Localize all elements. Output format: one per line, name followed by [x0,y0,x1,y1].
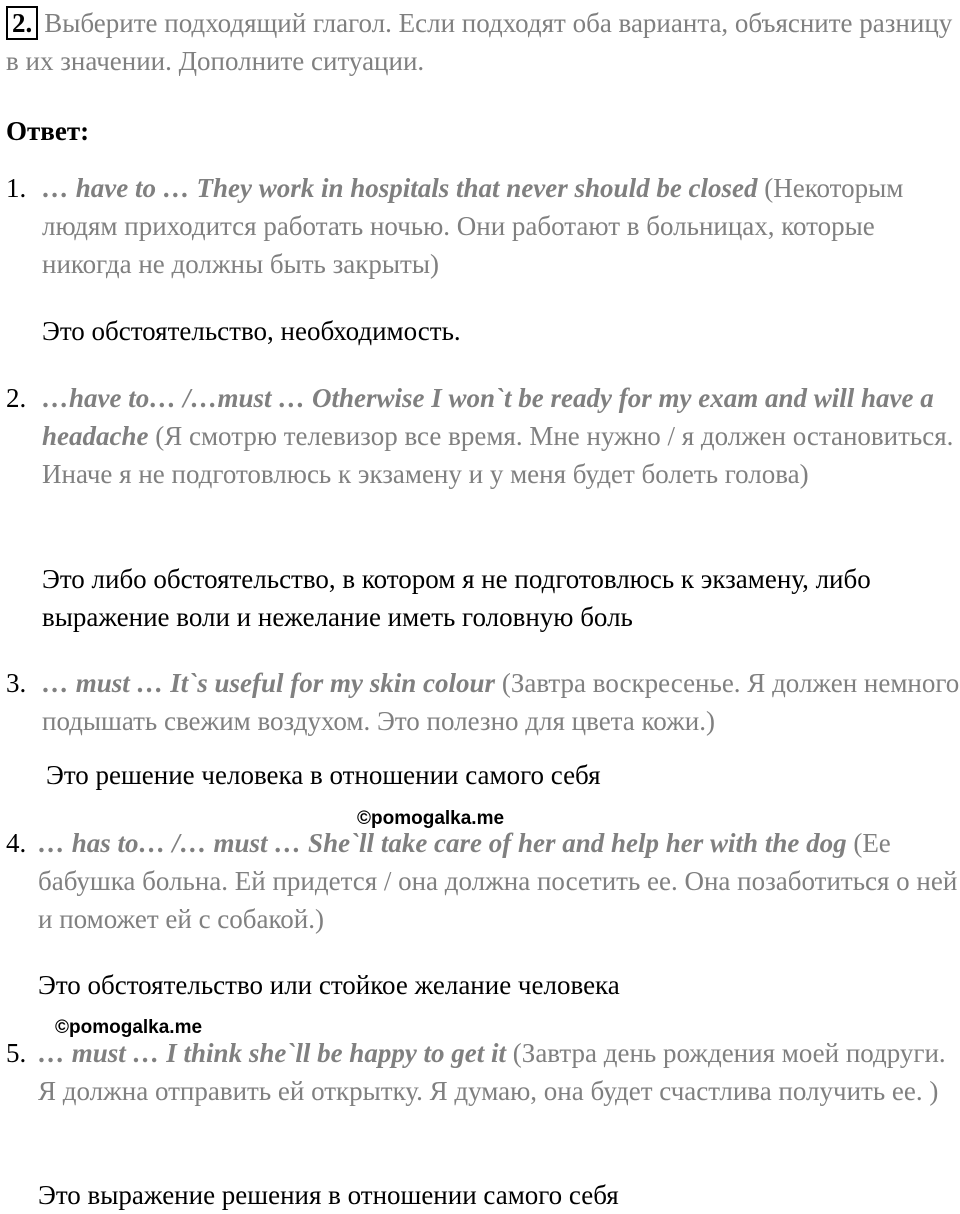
item-note: Это обстоятельство или стойкое желание человека [38,970,620,1000]
task-text: Выберите подходящий глагол. Если подходят оба варианта, объясните разницу в их значении. Дополните ситуации. [6,8,953,76]
item-english: … must … It`s useful for my skin colour [42,668,496,698]
item-english: … have to … They work in hospitals that never should be closed [42,173,758,203]
item-number: 4. [6,828,27,858]
item-number: 5. [6,1038,27,1068]
item-russian: (Некоторым людям приходится работать ночью. Они работают в больницах, которые никогда не должны быть закрыты) [42,173,904,279]
item-russian: (Ее бабушка больна. Ей придется / она должна посетить ее. Она позаботиться о ней и поможет ей с собакой.) [38,828,958,934]
answer-label: Ответ: [6,116,90,146]
item-russian: (Завтра день рождения моей подруги. Я должна отправить ей открытку. Я думаю, она будет счастлива получить ее. ) [38,1038,946,1106]
item-number: 3. [6,668,27,698]
list-item [38,1034,960,1110]
item-english: …have to… /…must … Otherwise I won`t be ready for my exam and will have a headache [42,383,934,451]
item-note: Это либо обстоятельство, в котором я не подготовлюсь к экзамену, либо выражение воли и нежелание иметь головную боль [42,564,871,632]
item-number: 1. [6,173,27,203]
item-note: Это выражение решения в отношении самого себя [38,1180,619,1210]
watermark: ©pomogalka.me [357,808,505,829]
task-number: 2. [6,6,38,40]
item-note: Это обстоятельство, необходимость. [42,316,461,346]
list-item [38,824,960,938]
list-item [42,169,960,283]
list-item [42,379,960,493]
task-instruction [6,4,956,80]
list-item [42,664,960,740]
item-russian: (Завтра воскресенье. Я должен немного подышать свежим воздухом. Это полезно для цвета кожи.) [42,668,960,736]
item-note: Это решение человека в отношении самого себя [46,760,601,790]
item-russian: (Я смотрю телевизор все время. Мне нужно / я должен остановиться. Иначе я не подготовлюсь к экзамену и у меня будет болеть голова) [42,421,954,489]
watermark: ©pomogalka.me [55,1017,203,1038]
item-english: … must … I think she`ll be happy to get it [38,1038,507,1068]
item-number: 2. [6,383,27,413]
item-english: … has to… /… must … She`ll take care of her and help her with the dog [38,828,847,858]
